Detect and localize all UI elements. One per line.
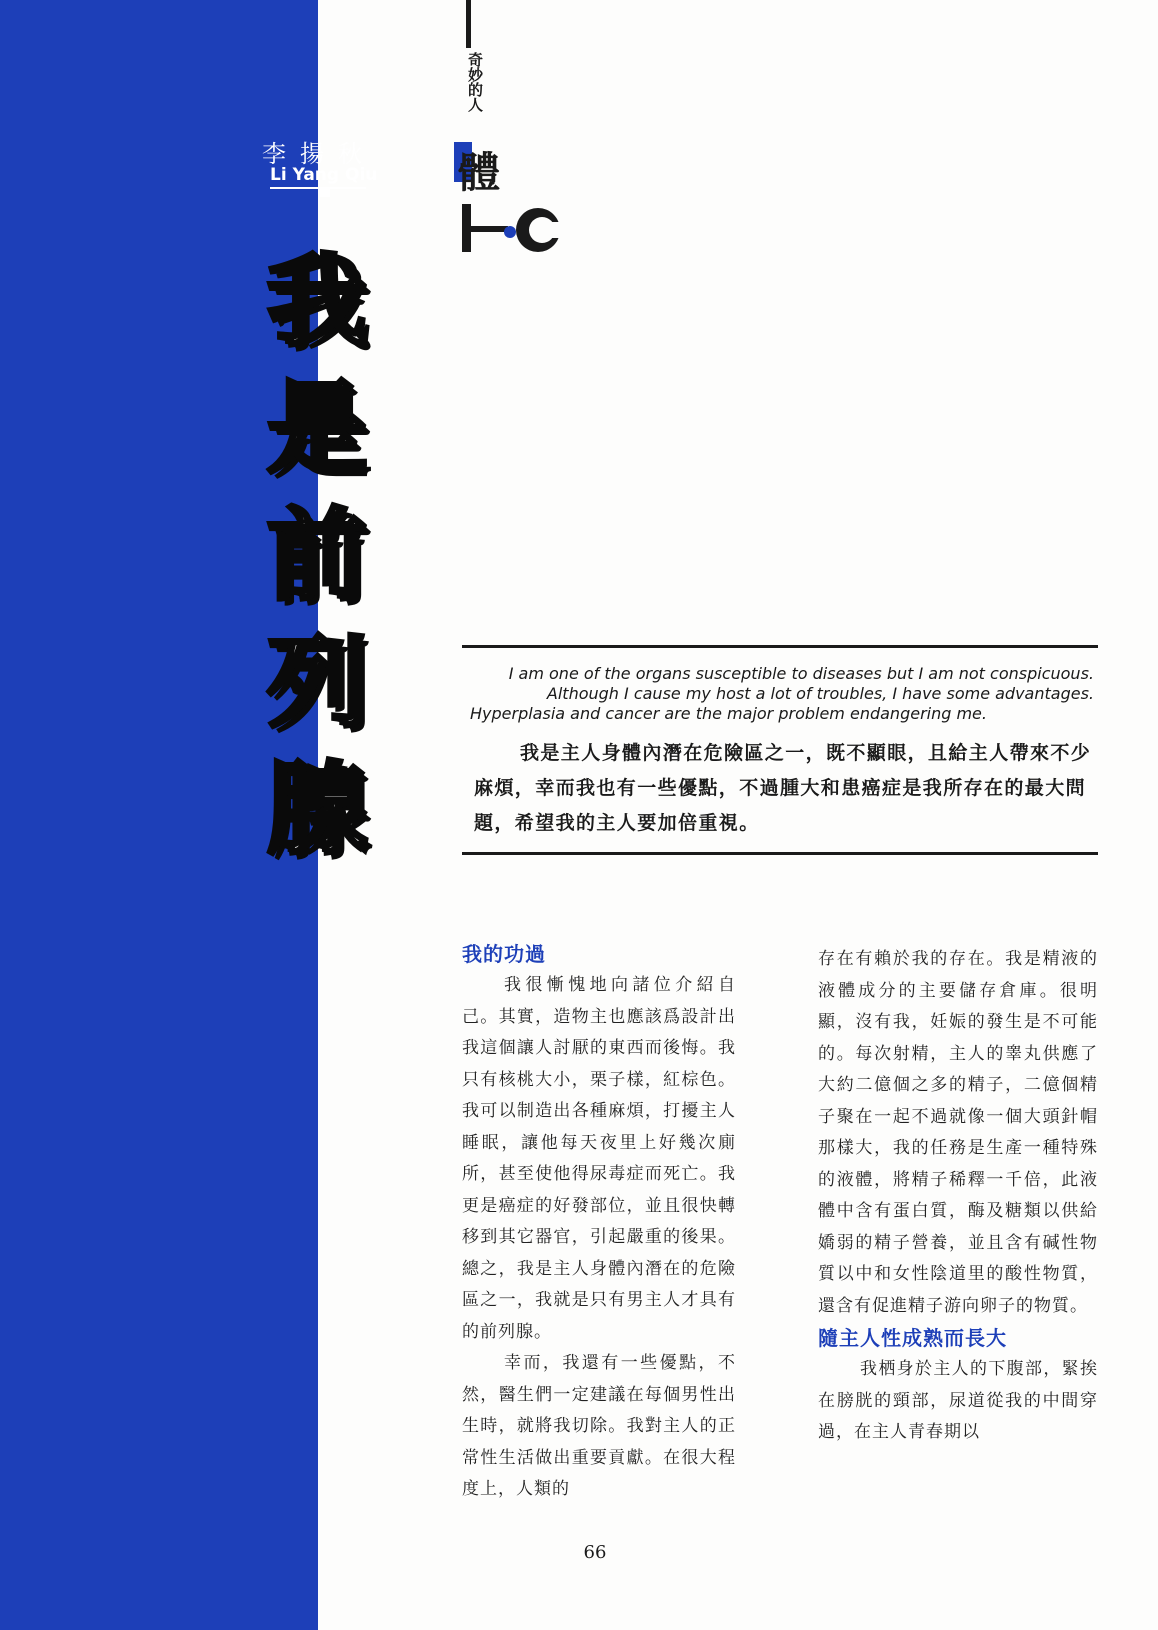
series-label: 奇妙的人 (466, 52, 484, 112)
summary-en-line: I am one of the organs susceptible to diseases but I am not conspicuous. (508, 664, 1094, 683)
page-number: 66 (583, 1542, 607, 1563)
article-title (262, 238, 372, 873)
title-char: 我 (267, 243, 367, 360)
body-paragraph: 我很慚愧地向諸位介紹自己。其實，造物主也應該爲設計出我這個讓人討厭的東西而後悔。我只有核桃大小，栗子樣，紅棕色。我可以制造出各種麻煩，打擾主人睡眠，讓他每天夜里上好幾次廁所，甚至使他得尿毒症而死亡。我更是癌症的好發部位，並且很快轉移到其它器官，引起嚴重的後果。總之，我是主人身體內潛在的危險區之一，我就是只有男主人才具有的前列腺。 (462, 975, 736, 1342)
body-paragraph: 幸而，我還有一些優點，不然，醫生們一定建議在每個男性出生時，就將我切除。我對主人的正常性生活做出重要貢獻。在很大程度上，人類的 (462, 1353, 736, 1499)
summary-bottom-rule (462, 852, 1098, 855)
series-big-char: 體 (458, 148, 501, 197)
title-char: 腺 (267, 751, 367, 868)
author-name-en: Li Yang Qiu (270, 165, 378, 185)
section-heading: 隨主人性成熟而長大 (818, 1326, 1007, 1350)
title-char: 列 (267, 624, 367, 741)
body-column-right (818, 944, 1098, 1449)
author-underline (270, 187, 366, 189)
body-paragraph: 我栖身於主人的下腹部，緊挨在膀胱的頸部，尿道從我的中間穿過，在主人青春期以 (818, 1359, 1098, 1442)
series-logo-icon (462, 200, 582, 254)
summary-en-line: Hyperplasia and cancer are the major problem endangering me. (470, 704, 987, 723)
body-column-left (462, 938, 736, 1506)
title-char: 是 (267, 370, 367, 487)
title-char: 前 (267, 497, 367, 614)
summary-chinese: 我是主人身體內潛在危險區之一，既不顯眼，且給主人帶來不少麻煩，幸而我也有一些優點，不過腫大和患癌症是我所存在的最大問題，希望我的主人要加倍重視。 (474, 742, 1092, 834)
section-heading: 我的功過 (462, 942, 546, 966)
summary-en-line: Although I cause my host a lot of troubles, I have some advantages. (546, 684, 1094, 703)
summary-top-rule (462, 645, 1098, 648)
body-paragraph: 存在有賴於我的存在。我是精液的液體成分的主要儲存倉庫。很明顯，沒有我，妊娠的發生是不可能的。每次射精，主人的睾丸供應了大約二億個之多的精子，二億個精子聚在一起不過就像一個大頭針帽那樣大，我的任務是生產一種特殊的液體，將精子稀釋一千倍，此液體中含有蛋白質，酶及糖類以供給嬌弱的精子營養，並且含有碱性物質以中和女性陰道里的酸性物質，還含有促進精子游向卵子的物質。 (818, 949, 1098, 1316)
author-marker (320, 187, 330, 197)
summary-english (470, 664, 1094, 724)
author-name-cn: 李揚秋 (262, 140, 376, 168)
series-top-bar (466, 0, 471, 48)
